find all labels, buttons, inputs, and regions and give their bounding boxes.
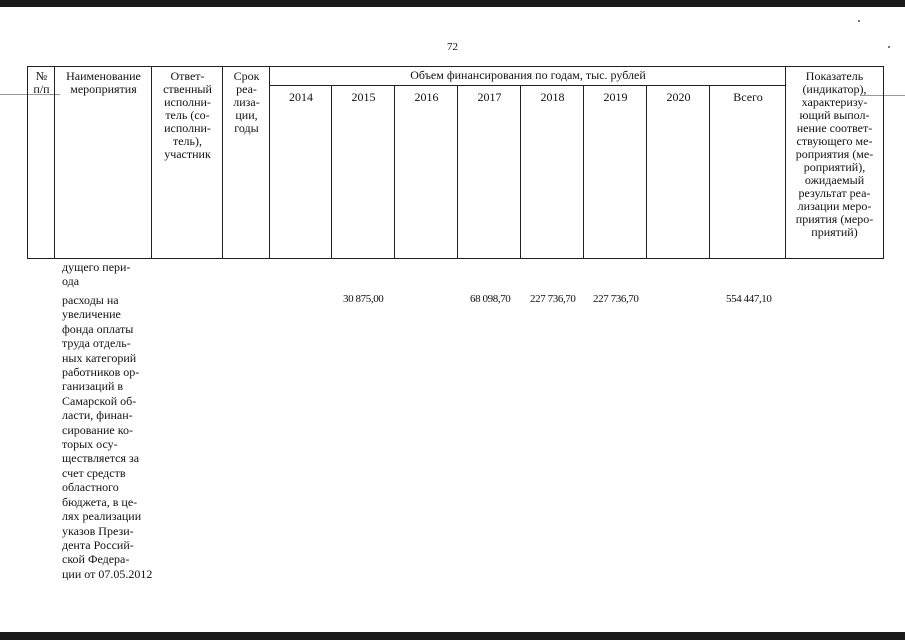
col-header-year-2018: 2018 bbox=[540, 90, 565, 104]
value-2015: 30 875,00 bbox=[343, 293, 384, 305]
value-2018: 227 736,70 bbox=[530, 293, 576, 305]
col-header-year-2020: 2020 bbox=[666, 90, 691, 104]
col-header-year-2017: 2017 bbox=[477, 90, 502, 104]
scan-edge-bottom bbox=[0, 632, 905, 640]
scan-edge-top bbox=[0, 0, 905, 7]
col-header-total: Всего bbox=[733, 90, 763, 104]
measure-name: расходы на увеличение фонда оплаты труда отдель- ных категорий работников ор- ганизаций в Самарской об- ласти, финан- сирование ко- торых осу- ществляется за счет средств областного бюджета, в це- лях реализации указов Прези- дента Россий- ской Федера- ции от 07.05.2012 bbox=[62, 293, 153, 581]
scan-speck bbox=[858, 20, 860, 22]
col-header-indicator: Показатель (индикатор), характеризу- ющий выпол- нение соответ- ствующего ме- роприятия (ме- роприятий), ожидаемый результат реа- лизации меро- приятия (меро- приятий) bbox=[795, 69, 874, 239]
value-2017: 68 098,70 bbox=[470, 293, 511, 305]
col-header-term: Срок реа- лиза- ции, годы bbox=[233, 69, 260, 135]
value-total: 554 447,10 bbox=[726, 293, 772, 305]
continuation-text: дущего пери- ода bbox=[62, 260, 131, 289]
col-header-year-2016: 2016 bbox=[414, 90, 439, 104]
page-number: 72 bbox=[447, 41, 458, 53]
value-2019: 227 736,70 bbox=[593, 293, 639, 305]
col-header-number: № п/п bbox=[33, 69, 50, 96]
col-header-year-2019: 2019 bbox=[603, 90, 628, 104]
col-header-responsible: Ответ- ственный исполни- тель (со- исполни- тель), участник bbox=[163, 69, 212, 161]
col-header-funding: Объем финансирования по годам, тыс. рублей bbox=[410, 68, 646, 82]
col-header-name: Наименование мероприятия bbox=[66, 69, 141, 96]
col-header-year-2015: 2015 bbox=[351, 90, 376, 104]
col-header-year-2014: 2014 bbox=[289, 90, 313, 104]
